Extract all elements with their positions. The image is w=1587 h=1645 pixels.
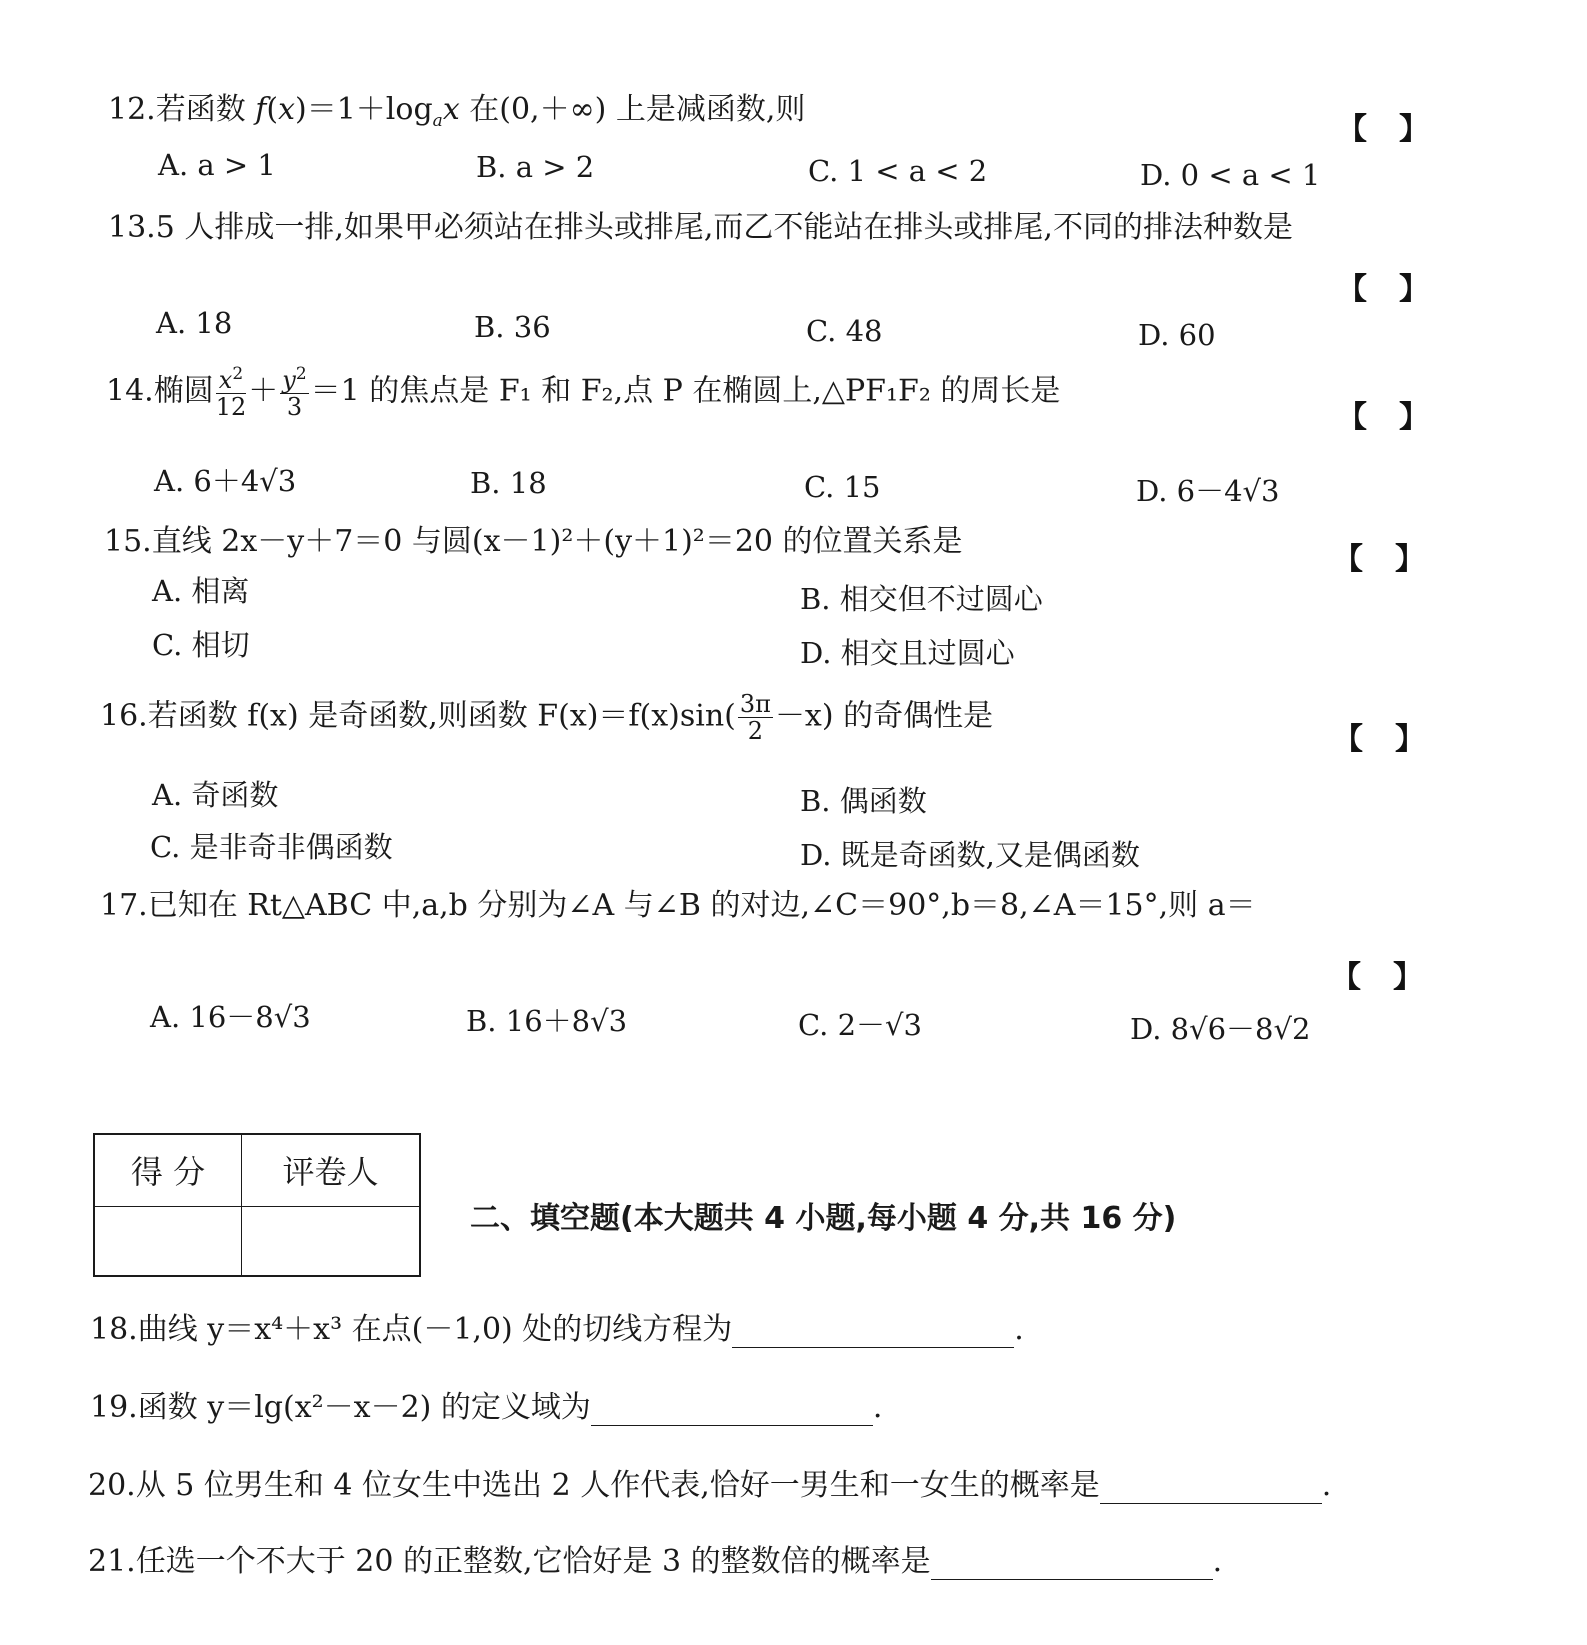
q16-option-a: A. 奇函数 [152, 778, 279, 812]
q16-stem: 16.若函数 f(x) 是奇函数,则函数 F(x)＝f(x)sin( $\frac{3\pi}{2}$ －x) 的奇偶性是 [100, 690, 994, 745]
grader-cell [242, 1206, 421, 1276]
grader-header: 评卷人 [242, 1134, 421, 1206]
q12-option-b: B. a > 2 [476, 150, 595, 184]
q12-option-d: D. 0 < a < 1 [1140, 158, 1321, 192]
q17-option-d: D. 8√6－8√2 [1130, 1012, 1311, 1046]
q16-option-c: C. 是非奇非偶函数 [150, 830, 393, 864]
q19: 19.函数 y＝lg(x²－x－2) 的定义域为 . [90, 1390, 883, 1425]
answer-bracket: 【 】 [1331, 960, 1423, 995]
q13-stem: 13.5 人排成一排,如果甲必须站在排头或排尾,而乙不能站在排头或排尾,不同的排法种数是 [108, 210, 1293, 245]
answer-blank[interactable] [732, 1319, 1014, 1348]
q12-option-a: A. a > 1 [158, 148, 276, 182]
answer-bracket: 【 】 [1337, 272, 1429, 307]
q13-option-c: C. 48 [806, 314, 883, 348]
q16-option-b: B. 偶函数 [800, 784, 927, 818]
answer-blank[interactable] [931, 1551, 1213, 1580]
q21: 21.任选一个不大于 20 的正整数,它恰好是 3 的整数倍的概率是 . [88, 1544, 1223, 1579]
fraction-x2-12: $\frac{x^2}{12}$ [215, 364, 247, 421]
q20: 20.从 5 位男生和 4 位女生中选出 2 人作代表,恰好一男生和一女生的概率是 . [88, 1468, 1332, 1503]
q16-option-d: D. 既是奇函数,又是偶函数 [800, 838, 1140, 872]
q13-option-a: A. 18 [156, 306, 233, 340]
q14-option-b: B. 18 [470, 466, 547, 500]
answer-blank[interactable] [591, 1397, 873, 1426]
q17-option-a: A. 16－8√3 [150, 1000, 311, 1034]
q12-stem: 12.若函数 $f(x)=1+\log_ax$ 在(0,＋∞) 上是减函数,则 [108, 92, 806, 131]
q15-stem: 15.直线 2x－y＋7＝0 与圆(x－1)²＋(y＋1)²＝20 的位置关系是 [104, 524, 963, 559]
score-table [93, 1133, 421, 1277]
q14-option-c: C. 15 [804, 470, 881, 504]
q13-option-b: B. 36 [474, 310, 551, 344]
score-cell [94, 1206, 242, 1276]
q15-option-b: B. 相交但不过圆心 [800, 582, 1043, 616]
answer-bracket: 【 】 [1337, 400, 1429, 435]
fraction-y2-3: $\frac{y^2}{3}$ [282, 364, 307, 421]
q15-option-c: C. 相切 [152, 628, 250, 662]
section-2-title: 二、填空题(本大题共 4 小题,每小题 4 分,共 16 分) [470, 1201, 1177, 1236]
q12-option-c: C. 1 < a < 2 [808, 154, 988, 188]
score-header: 得 分 [94, 1134, 242, 1206]
q17-stem: 17.已知在 Rt△ABC 中,a,b 分别为∠A 与∠B 的对边,∠C＝90°,b＝8,∠A＝15°,则 a＝ [100, 888, 1256, 923]
answer-bracket: 【 】 [1333, 722, 1425, 757]
answer-blank[interactable] [1100, 1475, 1322, 1504]
fraction-3pi-2: $\frac{3\pi}{2}$ [739, 690, 771, 745]
q14-option-a: A. 6＋4√3 [154, 464, 297, 498]
q18: 18.曲线 y＝x⁴＋x³ 在点(－1,0) 处的切线方程为 . [90, 1312, 1024, 1347]
q17-option-b: B. 16＋8√3 [466, 1004, 628, 1038]
q14-stem: 14.椭圆 $\frac{x^2}{12}$ ＋ $\frac{y^2}{3}$ ＝1 的焦点是 F₁ 和 F₂,点 P 在椭圆上,△PF₁F₂ 的周长是 [106, 364, 1061, 421]
q13-option-d: D. 60 [1138, 318, 1216, 352]
q15-option-d: D. 相交且过圆心 [800, 636, 1015, 670]
q14-option-d: D. 6－4√3 [1136, 474, 1280, 508]
q15-option-a: A. 相离 [152, 574, 250, 608]
answer-bracket: 【 】 [1337, 112, 1429, 147]
answer-bracket: 【 】 [1333, 542, 1425, 577]
q17-option-c: C. 2－√3 [798, 1008, 922, 1042]
